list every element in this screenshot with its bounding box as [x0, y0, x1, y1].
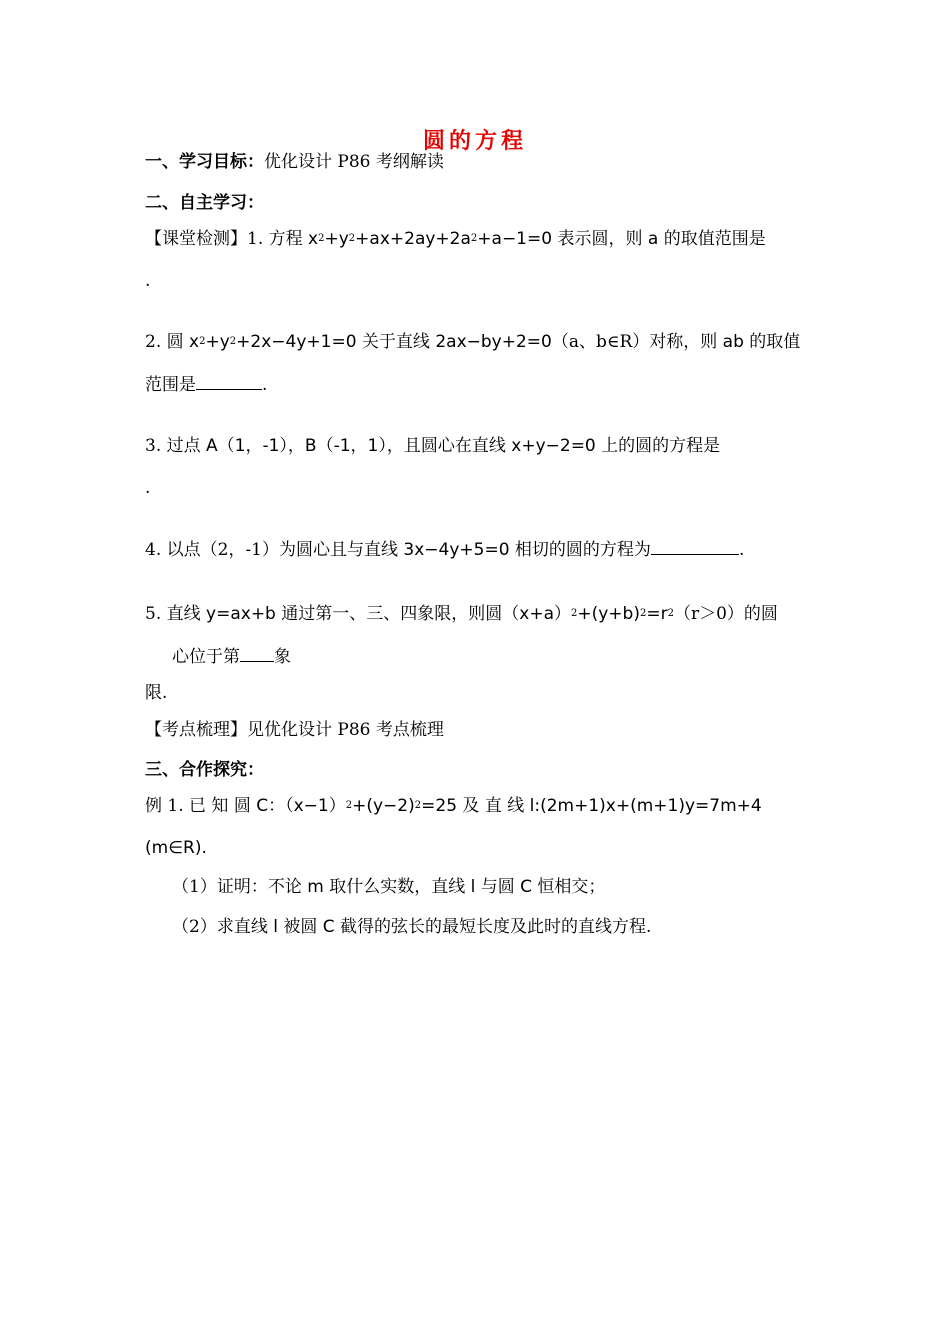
section-heading: 一、学习目标	[145, 152, 247, 172]
math: +a−1=0	[477, 229, 553, 249]
text: （1）证明：不论	[172, 877, 308, 897]
math: +(y+b)	[577, 604, 640, 624]
math: +2x−4y+1=0	[236, 332, 357, 352]
example-1-part-1	[172, 876, 837, 898]
math: x+a	[519, 604, 554, 624]
text: ）	[328, 796, 346, 816]
math: =25	[421, 796, 458, 816]
question-5-line3: 限.	[145, 683, 168, 703]
example-1	[145, 795, 810, 817]
superscript: 2	[348, 233, 356, 244]
question-5-line2	[172, 645, 837, 668]
text: 表示圆，则	[552, 229, 648, 249]
colon: ：	[247, 152, 264, 172]
question-2	[145, 331, 810, 353]
text: 且圆心在直线	[403, 436, 512, 456]
tag: 【课堂检测】	[145, 229, 247, 249]
superscript: 2	[229, 336, 237, 347]
section-self-study: 二、自主学习：	[145, 193, 264, 213]
math: 2ax−by+2=0	[435, 332, 552, 352]
text: （2）求直线	[172, 917, 274, 937]
text: （r＞0）的圆	[673, 604, 778, 624]
question-3	[145, 435, 810, 457]
math: l:(2m+1)x+(m+1)y=7m+4	[529, 796, 762, 816]
superscript: 2	[470, 233, 478, 244]
text: 恒相交；	[532, 877, 606, 897]
tag: 【考点梳理】	[145, 720, 247, 740]
text: 取什么实数，直线	[323, 877, 471, 897]
math: l	[273, 917, 278, 937]
math: +y	[205, 332, 230, 352]
answer-blank[interactable]	[196, 373, 262, 390]
section-learning-goals	[145, 151, 810, 173]
text: 及 直 线	[457, 796, 530, 816]
superscript: 2	[318, 233, 325, 244]
question-1	[145, 228, 810, 250]
example-1-line2	[145, 837, 810, 859]
math: a	[647, 229, 659, 249]
example-1-part-2	[172, 916, 837, 938]
page-title: 圆的方程	[422, 128, 527, 154]
text: 见优化设计 P86 考点梳理	[247, 720, 444, 740]
math: x	[308, 229, 319, 249]
text: 心位于第	[172, 647, 240, 667]
math: 3x−4y+5=0	[403, 540, 510, 560]
review-line	[145, 719, 810, 741]
math: =r	[646, 604, 668, 624]
superscript: 2	[571, 608, 578, 619]
text: 2. 圆	[145, 332, 190, 352]
question-4	[145, 538, 810, 561]
superscript: 2	[199, 336, 206, 347]
math: ab	[722, 332, 744, 352]
superscript: 2	[414, 800, 422, 811]
text: 截得的弦长的最短长度及此时的直线方程.	[334, 917, 652, 937]
text: 相切的圆的方程为	[509, 540, 651, 560]
text: 与圆	[475, 877, 521, 897]
text: 通过第一、三、四象限，则圆（	[275, 604, 520, 624]
text: 关于直线	[356, 332, 436, 352]
math: x−1	[293, 796, 329, 816]
math: x	[189, 332, 200, 352]
section-text: 优化设计 P86 考纲解读	[264, 152, 444, 172]
math: +(y−2)	[352, 796, 415, 816]
question-3-tail: .	[145, 478, 151, 498]
math: x+y−2=0	[511, 436, 596, 456]
question-2-line2	[145, 373, 810, 396]
text: 4. 以点（2，-1）为圆心且与直线	[145, 540, 404, 560]
section-cooperative: 三、合作探究：	[145, 760, 264, 780]
question-5	[145, 603, 810, 625]
math: y=ax+b	[206, 604, 276, 624]
text: 的取值	[743, 332, 801, 352]
math: (m∈R).	[145, 838, 207, 858]
text: ）	[554, 604, 571, 624]
math: +y	[324, 229, 349, 249]
math: l	[470, 877, 476, 897]
text: .	[262, 375, 268, 395]
answer-blank[interactable]	[651, 538, 739, 555]
text: .	[738, 540, 745, 560]
text: 的取值范围是	[658, 229, 766, 249]
superscript: 2	[345, 800, 353, 811]
text: 1. 方程	[247, 229, 309, 249]
text: 范围是	[145, 375, 196, 395]
superscript: 2	[639, 608, 647, 619]
text: （a、b∈R）对称，则	[551, 332, 723, 352]
math: C	[322, 917, 335, 937]
math: m	[307, 877, 324, 897]
text: ：（	[268, 796, 294, 816]
text: 象	[274, 647, 291, 667]
text: 例 1. 已 知 圆	[145, 796, 257, 816]
question-1-tail: .	[145, 271, 151, 291]
math: C	[520, 877, 533, 897]
text: 3. 过点	[145, 436, 207, 456]
answer-blank[interactable]	[240, 645, 274, 662]
text: 上的圆的方程是	[595, 436, 721, 456]
text: 被圆	[277, 917, 323, 937]
superscript: 2	[667, 608, 674, 619]
math: A（1，-1），B（-1，1），	[206, 436, 404, 456]
math: C	[256, 796, 269, 816]
math: +ax+2ay+2a	[355, 229, 471, 249]
text: 5. 直线	[145, 604, 207, 624]
